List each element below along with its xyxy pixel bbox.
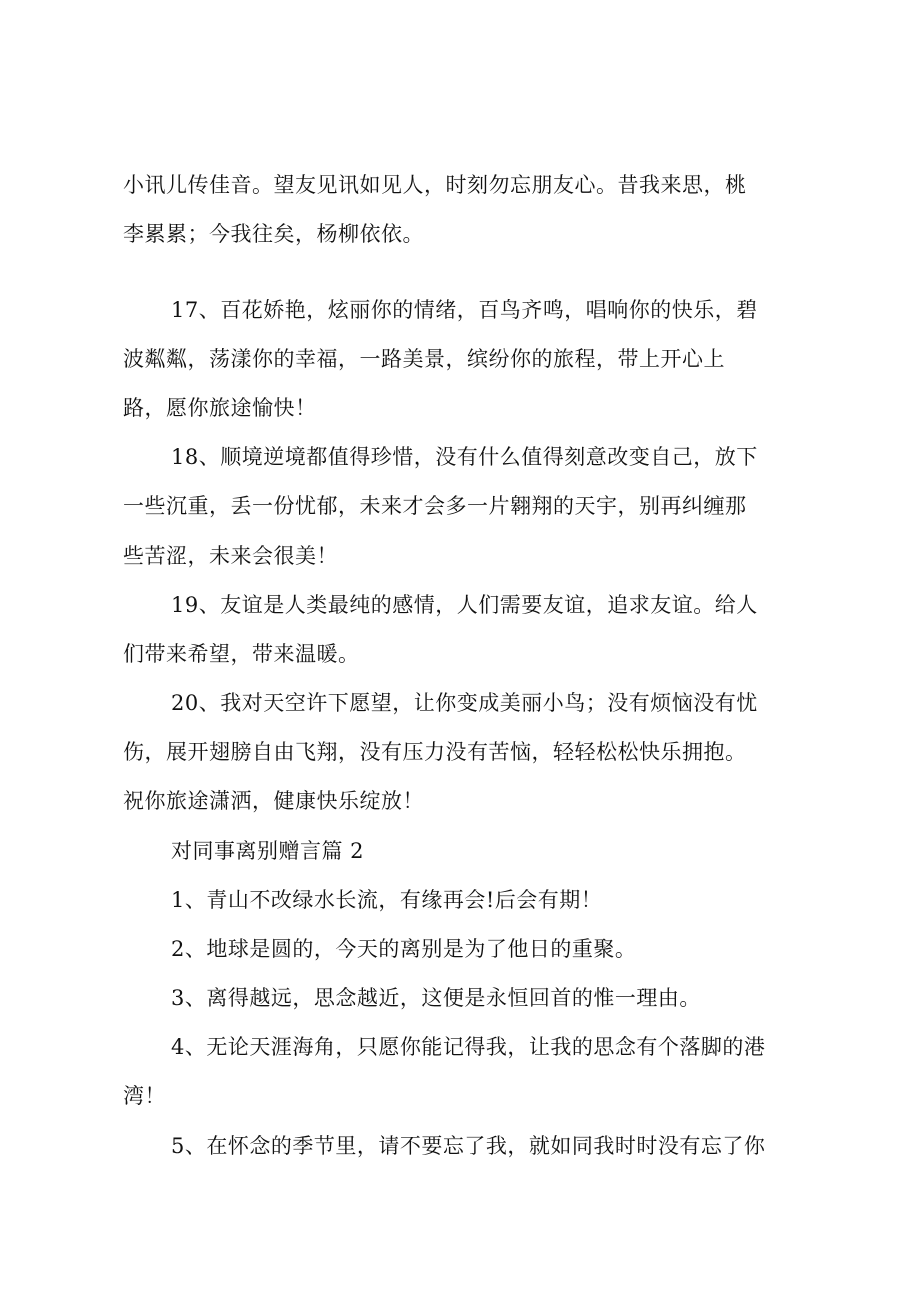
list-item-2: 2、地球是圆的，今天的离别是为了他日的重聚。 (171, 937, 637, 961)
text-line: 小讯儿传佳音。望友见讯如见人，时刻勿忘朋友心。昔我来思，桃 (123, 173, 747, 197)
list-item-1: 1、青山不改绿水长流，有缘再会!后会有期！ (171, 888, 603, 912)
paragraph-17-line: 17、百花娇艳，炫丽你的情绪，百鸟齐鸣，唱响你的快乐，碧 (171, 298, 758, 322)
paragraph-18-line: 18、顺境逆境都值得珍惜，没有什么值得刻意改变自己，放下 (171, 445, 758, 469)
list-item-3: 3、离得越远，思念越近，这便是永恒回首的惟一理由。 (171, 986, 701, 1010)
text-line: 祝你旅途潇洒，健康快乐绽放！ (123, 789, 424, 813)
text-line: 波粼粼，荡漾你的幸福，一路美景，缤纷你的旅程，带上开心上 (123, 347, 725, 371)
section-heading: 对同事离别赠言篇 2 (171, 839, 365, 863)
text-line: 伤，展开翅膀自由飞翔，没有压力没有苦恼，轻轻松松快乐拥抱。 (123, 740, 747, 764)
text-line: 们带来希望，带来温暖。 (123, 642, 360, 666)
paragraph-19-line: 19、友谊是人类最纯的感情，人们需要友谊，追求友谊。给人 (171, 593, 758, 617)
text-line: 李累累；今我往矣，杨柳依依。 (123, 222, 424, 246)
text-line: 些苦涩，未来会很美！ (123, 544, 338, 568)
text-line: 湾！ (123, 1084, 166, 1108)
list-item-4: 4、无论天涯海角，只愿你能记得我，让我的思念有个落脚的港 (171, 1035, 766, 1059)
paragraph-20-line: 20、我对天空许下愿望，让你变成美丽小鸟；没有烦恼没有忧 (171, 691, 758, 715)
text-line: 路，愿你旅途愉快！ (123, 396, 317, 420)
list-item-5: 5、在怀念的季节里，请不要忘了我，就如同我时时没有忘了你 (171, 1134, 766, 1158)
text-line: 一些沉重，丢一份忧郁，未来才会多一片翱翔的天宇，别再纠缠那 (123, 494, 747, 518)
